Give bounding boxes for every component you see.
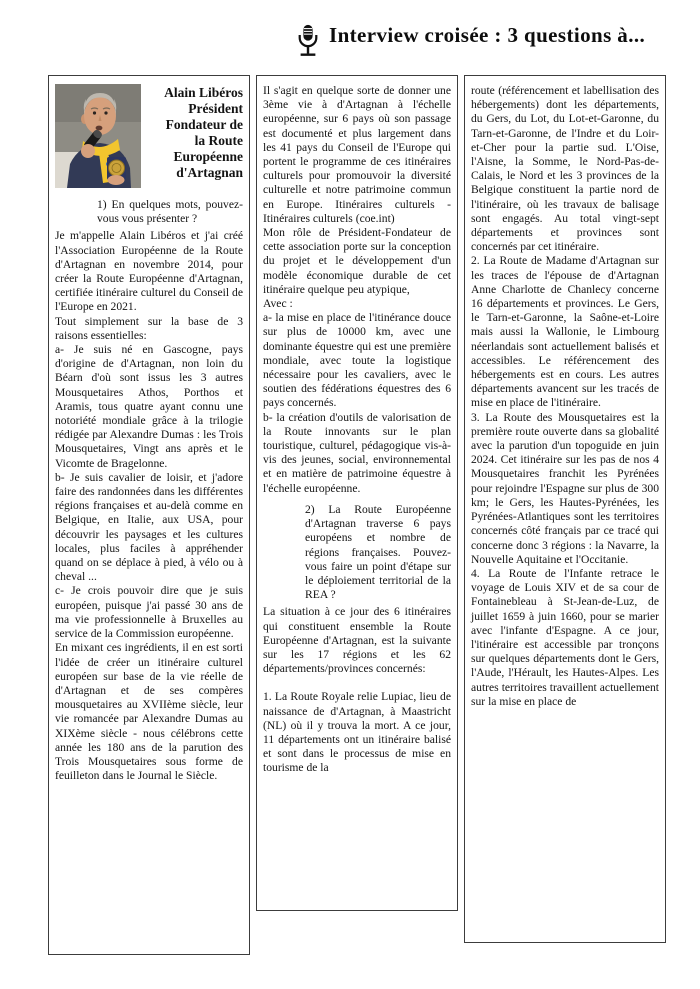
paragraph: b- la création d'outils de valorisation de la Route innovants sur le plan touristique, culturel, pédagogique vis-à-vis des jeunes, social, environnemental et en matière de patrimoine équestre à l'échelle européenne. <box>263 410 451 495</box>
interviewee-intro <box>55 84 243 188</box>
paragraph: a- Je suis né en Gascogne, pays d'origine de d'Artagnan, non loin du Béarn d'où sont issus les 3 autres Mousquetaires Athos, Porthos et Aramis, tous quatre ayant connu une notoriété mondiale grâce à la trilogie rédigée par Alexandre Dumas : les Trois Mousquetaires, Vingt ans après et le Vicomte de Bragelonne. <box>55 343 243 470</box>
page-title: Interview croisée : 3 questions à... <box>329 23 646 47</box>
article-columns <box>48 75 666 955</box>
interviewee-name: Alain Libéros Président Fondateur de la Route Européenne d'Artagnan <box>164 85 243 180</box>
page-header <box>296 22 645 64</box>
paragraph: La situation à ce jour des 6 itinéraires qui constituent ensemble la Route Européenne d'Artagnan, est la suivante sur les 17 régions et les 62 départements/provinces concernés: <box>263 605 451 676</box>
paragraph: 3. La Route des Mousquetaires est la première route ouverte dans sa globalité avec la parution d'un topoguide en juin 2024. Cet itinéraire sur les pas de nos 4 Mousquetaires franchit les Pyrénées pour rejoindre l'Espagne sur plus de 300 km; le Gers, les Hautes-Pyrénées, les Pyrénées-Atlantiques sont les territoires concernés côté français par ce tracé qui concerne donc 3 régions : la Navarre, la Nouvelle Aquitaine et l'Occitanie. <box>471 410 659 566</box>
interviewee-photo <box>55 84 141 188</box>
interview-question-1: 1) En quelques mots, pouvez-vous vous présenter ? <box>97 198 243 226</box>
paragraph: 2. La Route de Madame d'Artagnan sur les traces de l'épouse de d'Artagnan Anne Charlotte de Chanlecy concerne 16 départements et provinces. Le Gers, le Tarn-et-Garonne, la Saône-et-Loire mais aussi la Wallonie, le Limbourg néerlandais sont actuellement balisés et accessibles. Le référencement des hébergements est en cours. Les autres départements avancent sur les tracés de mise en place de l'itinéraire. <box>471 254 659 410</box>
paragraph: b- Je suis cavalier de loisir, et j'adore faire des randonnées dans les différentes régions françaises et au-delà comme en Belgique, en Italie, aux USA, pour découvrir les paysages et les cultures locales, plus faciles à appréhender quand on se déplace à pied, à vélo ou à cheval ... <box>55 470 243 584</box>
column-3 <box>464 75 666 943</box>
paragraph: 4. La Route de l'Infante retrace le voyage de Louis XIV et de sa cour de Fontainebleau à St-Jean-de-Luz, de juillet 1659 à juin 1660, pour se marier avec l'infante d'Espagne. A ce jour, l'itinéraire est accessible par tronçons sur quelques départements dont le Gers, l'Aude, l'Hérault, les Hautes-Alpes. Les autres territoires travaillent actuellement sur la mise en place de <box>471 566 659 708</box>
paragraph: 1. La Route Royale relie Lupiac, lieu de naissance de d'Artagnan, à Maastricht (NL) où il y trouva la mort. A ce jour, 11 départements ont un itinéraire balisé et sont dans le processus de mise en tourisme de la <box>263 690 451 775</box>
paragraph: route (référencement et labellisation des hébergements) dont les départements, du Gers, du Lot, du Lot-et-Garonne, du Tarn-et-Garonne, de l'Indre et du Loir-et-Cher pour la partie sud. L'Oise, l'Aisne, la Somme, le Nord-Pas-de-Calais, le Nord et les 3 provinces de la Belgique constituent la partie nord de l'itinéraire, où les travaux de balisage sont engagés. Au total vingt-sept départements et provinces sont concernés par cet itinéraire. <box>471 84 659 254</box>
paragraph: c- Je crois pouvoir dire que je suis européen, puisque j'ai passé 30 ans de ma vie professionnelle à Bruxelles au service de la Commission européenne. <box>55 584 243 641</box>
interview-question-2: 2) La Route Européenne d'Artagnan traverse 6 pays européens et nombre de régions françaises. Pouvez-vous faire un point d'étape sur le déploiement territorial de la REA ? <box>305 502 451 602</box>
microphone-icon <box>296 24 320 64</box>
paragraph: En mixant ces ingrédients, il en est sorti l'idée de créer un itinéraire culturel européen sur base de la vie réelle de d'Artagnan et de ses compères mousquetaires au XVIIème siècle, leur vie romancée par Alexandre Dumas au XIXème siècle - nous célébrons cette année les 180 ans de la parution des Trois Mousquetaires sous forme de feuilleton dans le Journal le Siècle. <box>55 641 243 783</box>
paragraph: Mon rôle de Président-Fondateur de cette association porte sur la conception du projet et le développement d'un modèle économique durable de cet itinéraire quelque peu atypique, <box>263 226 451 296</box>
paragraph: Tout simplement sur la base de 3 raisons essentielles: <box>55 314 243 342</box>
paragraph: a- la mise en place de l'itinérance douce sur plus de 10000 km, avec une dominante équestre qui est une première mondiale, avec toute la logistique nécessaire pour les cavaliers, avec le soutien des fédérations équestres des 6 pays concernés. <box>263 311 451 410</box>
column-1 <box>48 75 250 955</box>
column-2 <box>256 75 458 911</box>
paragraph: Je m'appelle Alain Libéros et j'ai créé l'Association Européenne de la Route d'Artagnan en novembre 2014, pour créer la Route Européenne d'Artagnan, certifiée itinéraire culturel du Conseil de l'Europe en 2021. <box>55 229 243 314</box>
paragraph: Avec : <box>263 297 293 311</box>
paragraph: Il s'agit en quelque sorte de donner une 3ème vie à d'Artagnan à l'échelle européenne, sur 6 pays où son passage est documenté et plus largement dans les 41 pays du Conseil de l'Europe qui portent le programme de ces itinéraires culturels pour promouvoir la diversité culturelle et notre patrimoine commun en Europe. Itinéraires culturels - Itinéraires culturels (coe.int) <box>263 84 451 225</box>
